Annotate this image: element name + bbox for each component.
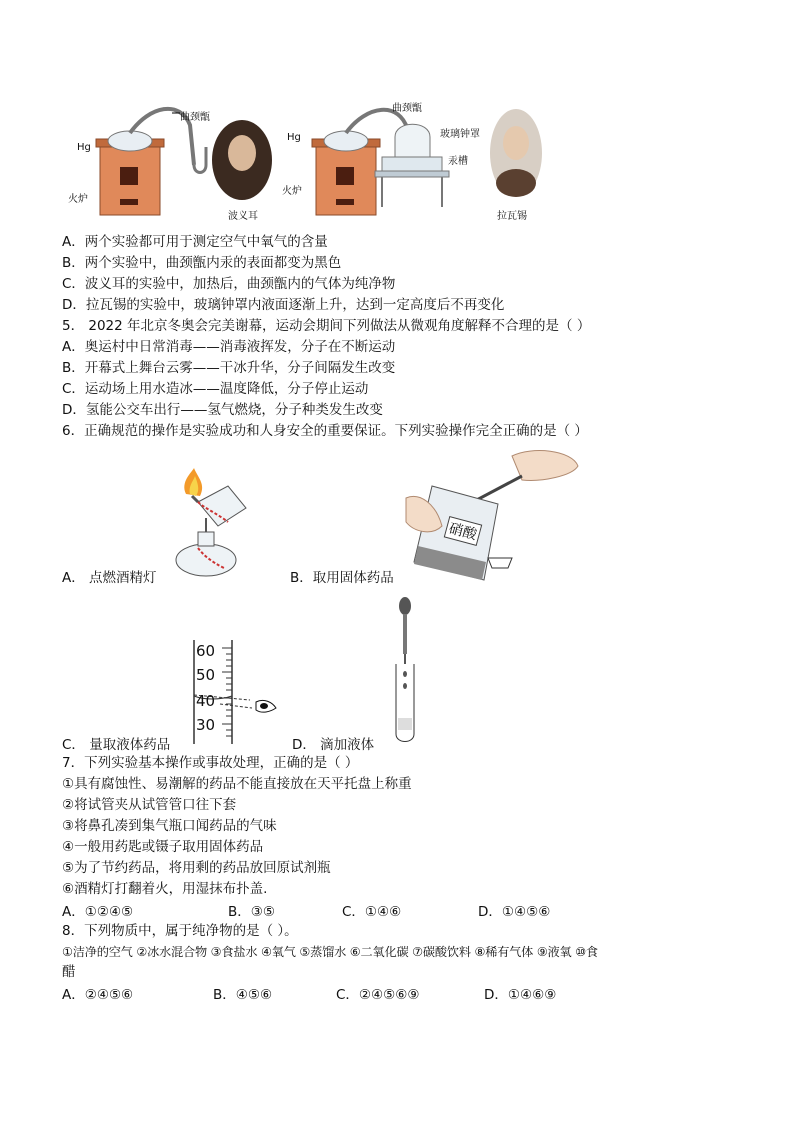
q7-item-2: ②将试管夹从试管管口往下套 [62,797,237,813]
label-flask-right: 曲颈甑 [392,103,422,114]
q4-option-c: C．波义耳的实验中，加热后，曲颈甑内的气体为纯净物 [62,276,396,292]
q7-item-5: ⑤为了节约药品，将用剩的药品放回原试剂瓶 [62,860,331,876]
q8-option-c: C．②④⑤⑥⑨ [336,987,420,1003]
bottle-label: 硝酸 [444,516,483,546]
q5-option-b: B．开幕式上舞台云雾——干冰升华，分子间隔发生改变 [62,360,396,376]
q7-option-b: B．③⑤ [228,904,275,920]
q8-option-a: A．②④⑤⑥ [62,987,134,1003]
label-lavoisier: 拉瓦锡 [497,211,527,222]
q4-option-b: B．两个实验中，曲颈甑内汞的表面都变为黑色 [62,255,342,271]
q8-items-line2: 醋 [62,964,76,980]
q7-item-1: ①具有腐蚀性、易潮解的药品不能直接放在天平托盘上称重 [62,776,412,792]
q7-item-6: ⑥酒精灯打翻着火，用湿抹布扑盖. [62,881,268,897]
q7-option-d: D．①④⑤⑥ [478,904,551,920]
tick-60: 60 [196,642,216,660]
label-hg-left: Hg [77,142,91,153]
q8-items-line1: ①洁净的空气 ②冰水混合物 ③食盐水 ④氧气 ⑤蒸馏水 ⑥二氧化碳 ⑦碳酸饮料 ⑧稀有气体 ⑨液氧 ⑩食 [62,945,598,959]
label-boyle: 波义耳 [228,211,258,222]
alcohol-lamp-figure [168,468,276,580]
q6-option-b: B．取用固体药品 [290,570,394,586]
label-furnace-left: 火炉 [68,194,88,205]
q4-option-d: D．拉瓦锡的实验中，玻璃钟罩内液面逐渐上升，达到一定高度后不再变化 [62,297,505,313]
label-bell-jar: 玻璃钟罩 [440,129,480,140]
q4-option-a: A．两个实验都可用于测定空气中氧气的含量 [62,234,328,250]
label-trough: 汞槽 [448,156,468,167]
q5-option-c: C．运动场上用水造冰——温度降低，分子停止运动 [62,381,369,397]
q7-stem: 7．下列实验基本操作或事故处理，正确的是（ ） [62,755,359,771]
q7-item-4: ④一般用药匙或镊子取用固体药品 [62,839,264,855]
label-hg-right: Hg [287,132,301,143]
label-furnace-right: 火炉 [282,186,302,197]
q7-item-3: ③将鼻孔凑到集气瓶口闻药品的气味 [62,818,277,834]
tick-30: 30 [196,716,216,734]
q6-option-d: D． 滴加液体 [292,737,375,753]
experiment-figure [70,95,570,225]
tick-40: 40 [196,692,216,710]
q5-option-a: A．奥运村中日常消毒——消毒液挥发，分子在不断运动 [62,339,396,355]
q5-option-d: D．氢能公交车出行——氢气燃烧，分子种类发生改变 [62,402,383,418]
q8-option-d: D．①④⑥⑨ [484,987,557,1003]
q6-option-c: C． 量取液体药品 [62,737,171,753]
q8-stem: 8．下列物质中，属于纯净物的是（ ）。 [62,923,298,939]
label-flask-left: 曲颈甑 [180,112,210,123]
q7-option-c: C．①④⑥ [342,904,402,920]
dropper-figure [392,594,422,746]
q7-option-a: A．①②④⑤ [62,904,134,920]
q5-stem: 5． 2022 年北京冬奥会完美谢幕，运动会期间下列做法从微观角度解释不合理的是（ ） [62,318,591,334]
q6-option-a: A． 点燃酒精灯 [62,570,157,586]
solid-reagent-figure [402,446,582,584]
q6-stem: 6．正确规范的操作是实验成功和人身安全的重要保证。下列实验操作完全正确的是（ ） [62,423,588,439]
tick-50: 50 [196,666,216,684]
q8-option-b: B．④⑤⑥ [213,987,273,1003]
